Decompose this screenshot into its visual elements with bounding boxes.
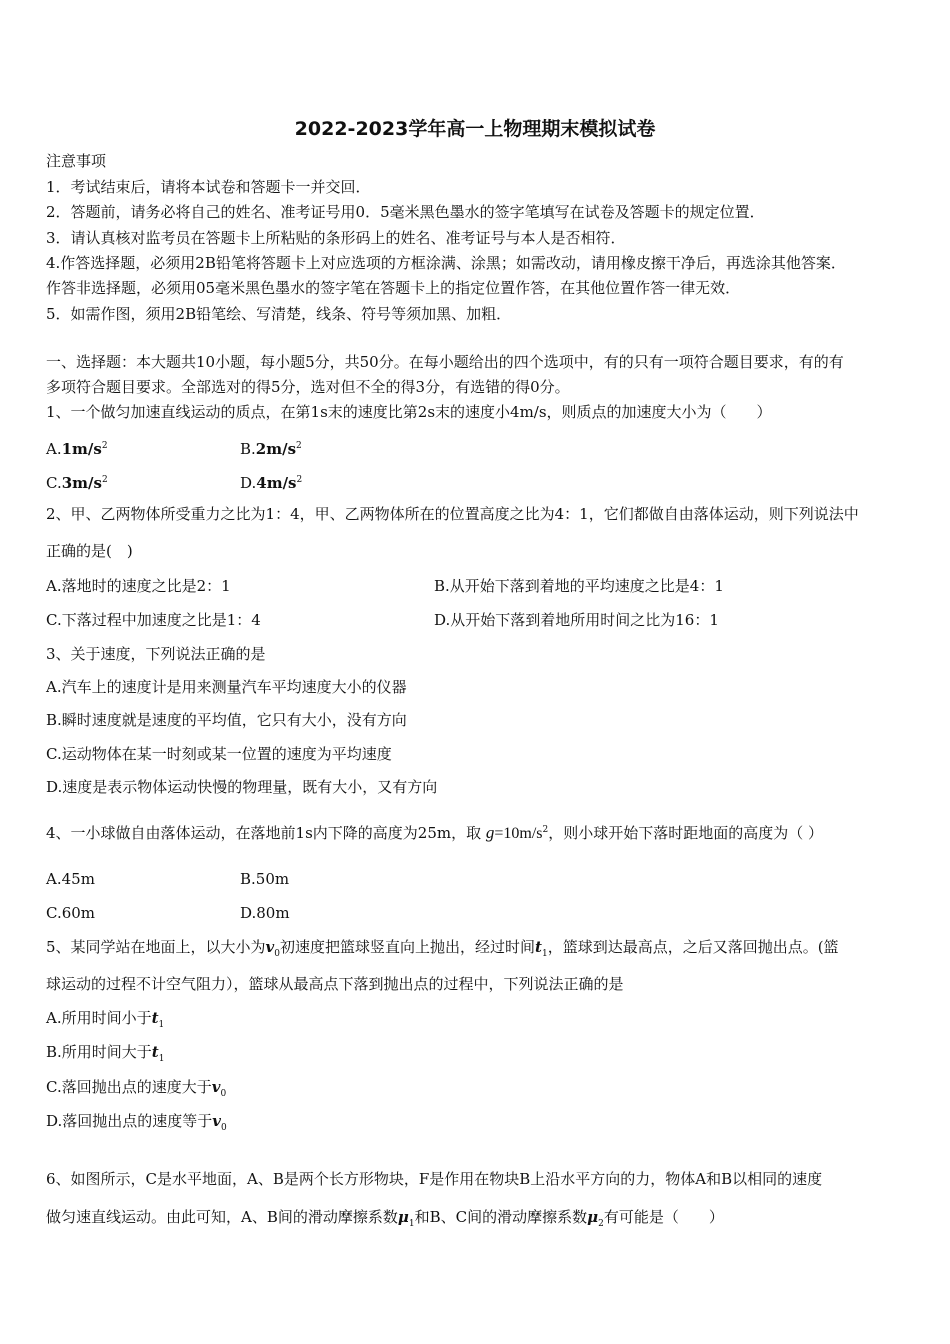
q4-option-d: D.80m — [240, 904, 290, 922]
q4-option-a: A.45m — [46, 870, 95, 888]
subscript: 0 — [220, 1089, 227, 1099]
exponent: 2 — [101, 441, 108, 451]
page-title: 2022-2023学年高一上物理期末模拟试卷 — [294, 118, 656, 140]
subscript: 2 — [598, 1219, 604, 1229]
exponent: 2 — [542, 825, 549, 835]
symbol-v: v — [211, 1078, 221, 1096]
stem-text: 和B、C间的滑动摩擦系数 — [414, 1208, 588, 1226]
q4-option-b: B.50m — [240, 870, 290, 888]
notice-item: 4.作答选择题，必须用2B铅笔将答题卡上对应选项的方框涂满、涂黑；如需改动，请用橡皮擦干净后，再选涂其他答案． — [46, 254, 846, 272]
exponent: 2 — [296, 475, 303, 485]
option-value: 2m/s — [255, 440, 297, 458]
question-2-stem: 正确的是( ) — [46, 542, 133, 560]
option-text: A.所用时间小于 — [46, 1009, 152, 1027]
option-prefix: D. — [240, 474, 257, 492]
stem-text: 做匀速直线运动。由此可知，A、B间的滑动摩擦系数 — [46, 1208, 398, 1226]
notice-heading: 注意事项 — [46, 152, 107, 170]
subscript: 1 — [408, 1219, 415, 1229]
formula-variable: g — [485, 823, 495, 842]
q5-option-b — [46, 1042, 164, 1069]
subscript: 1 — [541, 949, 548, 959]
symbol-t: t — [535, 938, 542, 956]
q3-option-b: B.瞬时速度就是速度的平均值，它只有大小，没有方向 — [46, 711, 407, 729]
exponent: 2 — [101, 475, 108, 485]
option-prefix: B. — [240, 440, 256, 458]
notice-item: 2．答题前，请务必将自己的姓名、准考证号用0．5毫米黑色墨水的签字笔填写在试卷及答题卡的规定位置． — [46, 203, 765, 221]
section-instructions: 一、选择题：本大题共10小题，每小题5分，共50分。在每小题给出的四个选项中，有的只有一项符合题目要求，有的有 — [46, 353, 844, 371]
option-prefix: C. — [46, 474, 62, 492]
q2-option-d: D.从开始下落到着地所用时间之比为16：1 — [434, 611, 719, 629]
question-3-stem: 3、关于速度，下列说法正确的是 — [46, 645, 266, 663]
notice-item: 作答非选择题，必须用05毫米黑色墨水的签字笔在答题卡上的指定位置作答，在其他位置作答一律无效． — [46, 279, 741, 297]
subscript: 0 — [274, 949, 280, 959]
option-value: 4m/s — [256, 474, 297, 492]
exponent: 2 — [296, 441, 302, 451]
q3-option-a: A.汽车上的速度计是用来测量汽车平均速度大小的仪器 — [46, 678, 407, 696]
subscript: 0 — [220, 1123, 227, 1133]
q1-option-d — [240, 470, 302, 493]
symbol-t: t — [151, 1009, 159, 1027]
q2-option-a: A.落地时的速度之比是2：1 — [46, 577, 231, 595]
option-value: 3m/s — [61, 474, 102, 492]
option-prefix: A. — [46, 440, 62, 458]
q5-option-a — [46, 1008, 164, 1035]
symbol-v: v — [265, 938, 275, 956]
stem-text: 有可能是（ ） — [603, 1208, 724, 1226]
q3-option-d: D.速度是表示物体运动快慢的物理量，既有大小，又有方向 — [46, 778, 438, 796]
stem-text: ，则小球开始下落时距地面的高度为（ ） — [548, 824, 824, 842]
symbol-mu: μ — [587, 1208, 599, 1226]
q2-option-c: C.下落过程中加速度之比是1：4 — [46, 611, 261, 629]
option-text: D.落回抛出点的速度等于 — [46, 1112, 213, 1130]
notice-item: 1．考试结束后，请将本试卷和答题卡一并交回． — [46, 178, 371, 196]
symbol-mu: μ — [397, 1208, 409, 1226]
question-1-stem: 1、一个做匀加速直线运动的质点，在第1s末的速度比第2s末的速度小4m/s，则质点的加速度大小为（ ） — [46, 403, 772, 421]
question-4-stem — [46, 820, 823, 844]
option-text: B.所用时间大于 — [46, 1043, 152, 1061]
symbol-t: t — [151, 1043, 159, 1061]
notice-item: 3．请认真核对监考员在答题卡上所粘贴的条形码上的姓名、准考证号与本人是否相符． — [46, 229, 626, 247]
subscript: 1 — [158, 1054, 165, 1064]
question-2-stem: 2、甲、乙两物体所受重力之比为1：4，甲、乙两物体所在的位置高度之比为4：1，它们都做自由落体运动，则下列说法中 — [46, 505, 859, 523]
question-5-stem: 球运动的过程不计空气阻力），篮球从最高点下落到抛出点的过程中，下列说法正确的是 — [46, 975, 624, 993]
q1-option-b — [240, 436, 302, 459]
stem-text: 初速度把篮球竖直向上抛出，经过时间 — [280, 938, 536, 956]
stem-text: 5、某同学站在地面上，以大小为 — [46, 938, 266, 956]
stem-text: 4、一小球做自由落体运动，在落地前1s内下降的高度为25m，取 — [46, 824, 482, 842]
question-5-stem — [46, 937, 839, 964]
stem-text: ，篮球到达最高点，之后又落回抛出点。(篮 — [547, 938, 839, 956]
option-text: C.落回抛出点的速度大于 — [46, 1078, 212, 1096]
subscript: 1 — [158, 1020, 165, 1030]
q3-option-c: C.运动物体在某一时刻或某一位置的速度为平均速度 — [46, 745, 392, 763]
q1-option-c — [46, 470, 108, 493]
q1-option-a — [46, 436, 108, 459]
notice-item: 5．如需作图，须用2B铅笔绘、写清楚，线条、符号等须加黑、加粗． — [46, 305, 512, 323]
symbol-v: v — [212, 1112, 221, 1130]
formula-value: =10m/s — [494, 825, 543, 842]
section-instructions: 多项符合题目要求。全部选对的得5分，选对但不全的得3分，有选错的得0分。 — [46, 378, 570, 396]
q2-option-b: B.从开始下落到着地的平均速度之比是4：1 — [434, 577, 724, 595]
q5-option-c — [46, 1077, 226, 1104]
question-6-stem: 6、如图所示，C是水平地面，A、B是两个长方形物块，F是作用在物块B上沿水平方向的力，物体A和B以相同的速度 — [46, 1170, 823, 1188]
q5-option-d — [46, 1111, 227, 1138]
option-value: 1m/s — [61, 440, 102, 458]
q4-option-c: C.60m — [46, 904, 96, 922]
question-6-stem — [46, 1207, 724, 1234]
